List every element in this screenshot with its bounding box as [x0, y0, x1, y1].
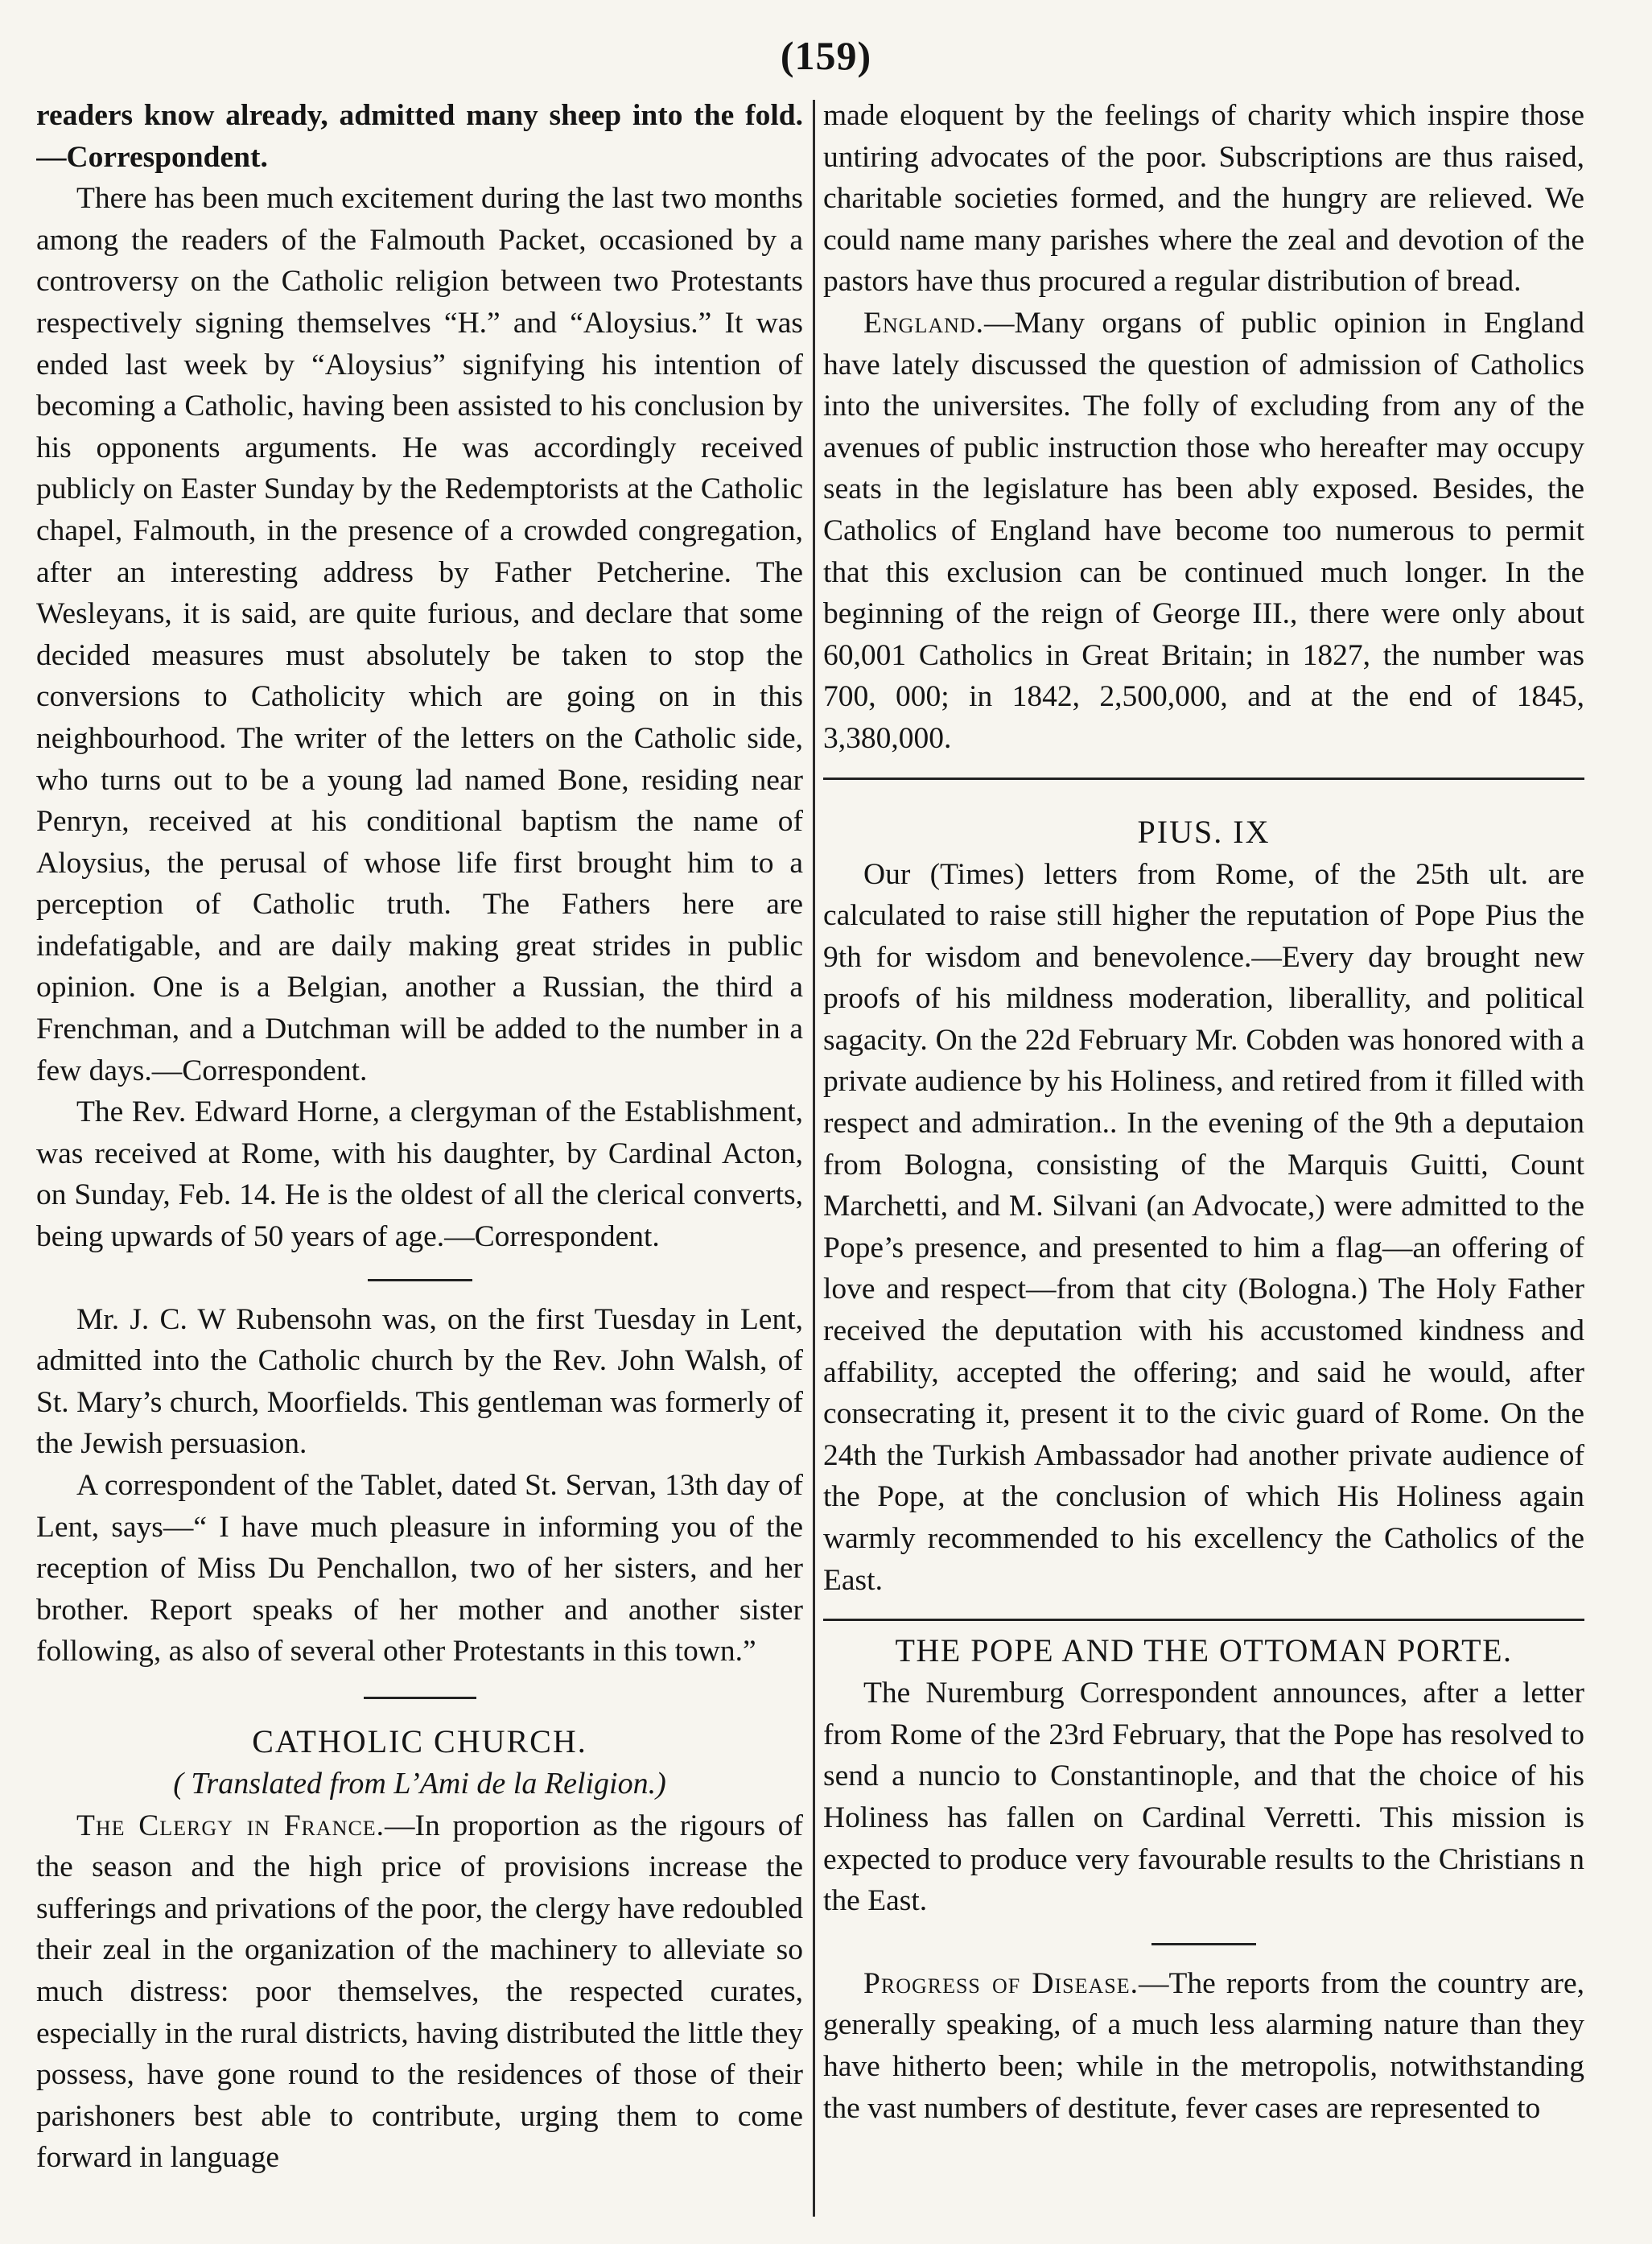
rubensohn-article: Mr. J. C. W Rubensohn was, on the first Tuesday in Lent, admitted into the Catholic church by the Rev. John Walsh, of St. Mary’s church, Moorfields. This gentleman was formerly of the Jewish persuasion. [36, 1302, 803, 1461]
section-rule [1151, 1943, 1256, 1945]
left-column [36, 95, 803, 2220]
clergy-france-lead: The Clergy in France. [76, 1809, 385, 1842]
charity-continuation: made eloquent by the feelings of charity which inspire those untiring advocates of the poor. Subscriptions are thus raised, charitable societies formed, and the hungry are relieved. We could name many parishes where the zeal and devotion of the pastors have thus procured a regular distribution of bread. [823, 99, 1584, 299]
pius-article: Our (Times) letters from Rome, of the 25th ult. are calculated to raise still higher the reputation of Pope Pius the 9th for wisdom and benevolence.—Every day brought new proofs of his mildness moderation, liberallity, and political sagacity. On the 22d February Mr. Cobden was honored with a private audience by his Holiness, and retired from it filled with respect and admiration.. In the evening of the 9th a deputaion from Bologna, consisting of the Marquis Guitti, Count Marchetti, and M. Silvani (an Advocate,) were admitted to the Pope’s presence, and presented to him a flag—an offering of love and respect—from that city (Bologna.) The Holy Father received the deputation with his accustomed kindness and affability, accepted the offering; and said he would, after consecrating it, present it to the civic guard of Rome. On the 24th the Turkish Ambassador had another private audience of the Pope, at the conclusion of which His Holiness again warmly recommended to his excellency the Catholics of the East. [823, 857, 1584, 1597]
ottoman-article: The Nuremburg Correspondent announces, after a letter from Rome of the 23rd February, that the Pope has resolved to send a nuncio to Constantinople, and that the choice of his Holiness has fallen on Cardinal Verretti. This mission is expected to produce very favourable results to the Christians n the East. [823, 1677, 1584, 1918]
section-rule [823, 1619, 1584, 1621]
column-divider [813, 100, 815, 2217]
horne-article: The Rev. Edward Horne, a clergyman of the Establishment, was received at Rome, with his daughter, by Cardinal Acton, on Sunday, Feb. 14. He is the oldest of all the clerical converts, being upwards of 50 years of age.—Correspondent. [36, 1095, 803, 1254]
clergy-france-article [36, 1805, 803, 2179]
section-rule [823, 778, 1584, 780]
clergy-france-body: —In proportion as the rigours of the season and the high price of provisions increase the sufferings and privations of the poor, the clergy have redoubled their zeal in the organization of the machinery to alleviate so much distress: poor themselves, the respected curates, especially in the rural districts, having distributed the little they possess, have gone round to the residences of those of their parishoners best able to contribute, urging them to come forward in language [36, 1809, 803, 2175]
right-column [823, 95, 1584, 2220]
translation-note: ( Translated from L’Ami de la Religion.) [173, 1766, 666, 1801]
disease-body: —The reports from the country are, generally speaking, of a much less alarming nature than they have hitherto been; while in the metropolis, notwithstanding the vast numbers of destitute, fever cases are represented to [823, 1966, 1584, 2125]
page-number: (159) [780, 33, 872, 78]
disease-lead: Progress of Disease. [863, 1966, 1139, 2000]
spacer [823, 788, 1584, 807]
england-body: —Many organs of public opinion in England have lately discussed the question of admission of Catholics into the universites. The folly of excluding from any of the avenues of public instruction those who hereafter may occupy seats in the legislature has been ably exposed. Besides, the Catholics of England have become too numerous to permit that this exclusion can be continued much longer. In the beginning of the reign of George III., there were only about 60,001 Catholics in Great Britain; in 1827, the number was 700, 000; in 1842, 2,500,000, and at the end of 1845, 3,380,000. [823, 306, 1584, 755]
pius-heading: PIUS. IX [1137, 813, 1271, 850]
england-lead: England. [863, 306, 985, 340]
tablet-article: A correspondent of the Tablet, dated St. Servan, 13th day of Lent, says—“ I have much pleasure in informing you of the reception of Miss Du Penchallon, two of her sisters, and her brother. Report speaks of her mother and another sister following, as also of several other Protestants in this town.” [36, 1469, 803, 1669]
article-continuation: readers know already, admitted many sheep into the fold.—Correspondent. [36, 99, 803, 174]
section-rule [368, 1279, 472, 1281]
england-article [823, 303, 1584, 760]
catholic-church-heading: CATHOLIC CHURCH. [252, 1722, 587, 1759]
ottoman-heading: THE POPE AND THE OTTOMAN PORTE. [895, 1632, 1513, 1669]
falmouth-article: There has been much excitement during the last two months among the readers of the Falmouth Packet, occasioned by a controversy on the Catholic religion between two Protestants respectively signing themselves “H.” and “Aloysius.” It was ended last week by “Aloysius” signifying his intention of becoming a Catholic, having been assisted to his conclusion by his opponents arguments. He was accordingly received publicly on Easter Sunday by the Redemptorists at the Catholic chapel, Falmouth, in the presence of a crowded congregation, after an interesting address by Father Petcherine. The Wesleyans, it is said, are quite furious, and declare that some decided measures must absolutely be taken to stop the conversions to Catholicity which are going on in this neighbourhood. The writer of the letters on the Catholic side, who turns out to be a young lad named Bone, residing near Penryn, received at his conditional baptism the name of Aloysius, the perusal of whose life first brought him to a perception of Catholic truth. The Fathers here are indefatigable, and are daily making great strides in public opinion. One is a Belgian, another a Russian, the third a Frenchman, and a Dutchman will be added to the number in a few days.—Correspondent. [36, 182, 803, 1087]
disease-article [823, 1963, 1584, 2129]
section-rule [364, 1697, 476, 1699]
